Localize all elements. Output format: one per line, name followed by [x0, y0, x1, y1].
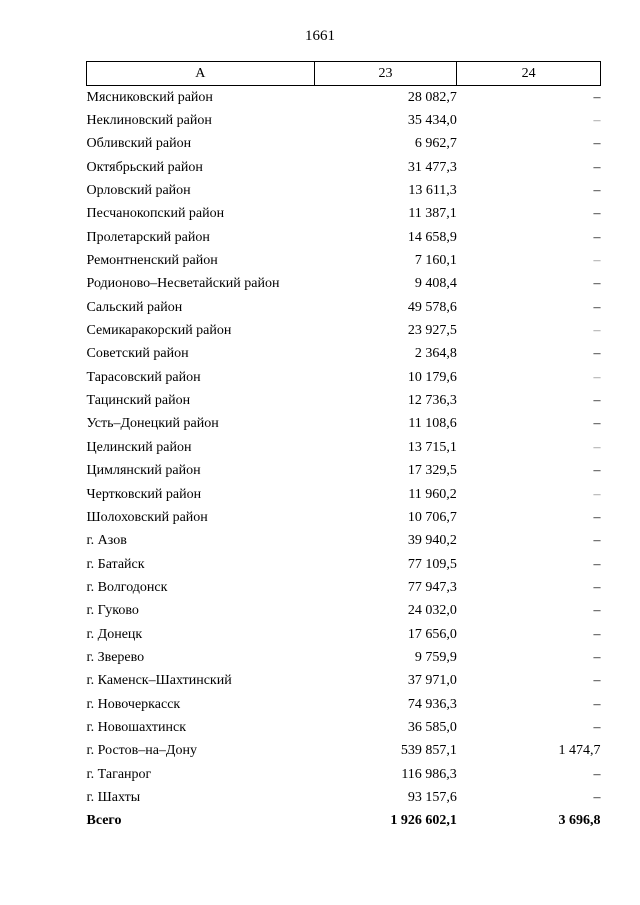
row-value-24: – [593, 229, 601, 245]
row-name: Песчанокопский район [86, 206, 225, 222]
row-value-23: 49 578,6 [407, 299, 457, 315]
row-value-23: 11 960,2 [408, 486, 457, 502]
table-row [87, 670, 601, 693]
data-table [86, 61, 601, 833]
table-row [87, 740, 601, 763]
row-value-24: – [593, 276, 601, 292]
row-value-24: – [593, 206, 601, 222]
table-row [87, 530, 601, 553]
row-value-24: – [593, 463, 601, 479]
row-name: г. Гуково [86, 603, 139, 619]
row-value-23: 17 656,0 [407, 626, 457, 642]
row-value-24: – [593, 719, 601, 735]
table-row [87, 763, 601, 786]
row-value-23: 116 986,3 [401, 766, 457, 782]
row-value-24: – [593, 439, 601, 455]
table-row [87, 319, 601, 342]
row-value-23: 7 160,1 [414, 253, 457, 269]
row-name: г. Новочеркасск [86, 696, 181, 712]
table-row [87, 179, 601, 202]
table-row [87, 623, 601, 646]
row-name: Ремонтненский район [86, 253, 218, 269]
table-row [87, 366, 601, 389]
row-value-24: – [593, 603, 601, 619]
row-name: Чертковский район [86, 486, 202, 502]
row-value-23: 28 082,7 [407, 89, 457, 105]
row-value-24: – [593, 159, 601, 175]
table-row [87, 226, 601, 249]
row-value-23: 10 706,7 [407, 509, 457, 525]
row-value-23: 9 759,9 [414, 649, 457, 665]
row-value-23: 31 477,3 [407, 159, 457, 175]
row-value-23: 2 364,8 [414, 346, 457, 362]
row-name: Семикаракорский район [86, 323, 232, 339]
table-row [87, 203, 601, 226]
row-value-23: 93 157,6 [407, 789, 457, 805]
row-value-24: – [593, 673, 601, 689]
row-value-23: 11 108,6 [408, 416, 457, 432]
row-name: Орловский район [86, 183, 191, 199]
row-name: Сальский район [86, 299, 183, 315]
table-row [87, 693, 601, 716]
row-name: Тацинский район [86, 393, 191, 409]
table-row [87, 413, 601, 436]
row-value-24: – [593, 509, 601, 525]
row-name: Советский район [86, 346, 189, 362]
table-body [87, 86, 601, 834]
table-row [87, 86, 601, 110]
table-row [87, 600, 601, 623]
row-value-24: – [593, 579, 601, 595]
row-value-23: 36 585,0 [407, 719, 457, 735]
row-name: г. Донецк [86, 626, 143, 642]
row-value-24: – [593, 253, 601, 269]
total-value-24: 3 696,8 [558, 813, 601, 829]
row-name: г. Таганрог [86, 766, 152, 782]
row-value-24: – [593, 649, 601, 665]
table-row [87, 576, 601, 599]
row-name: г. Азов [86, 533, 127, 549]
page-number: 1661 [305, 28, 335, 44]
row-value-24: – [593, 89, 601, 105]
table-row [87, 343, 601, 366]
table-row [87, 133, 601, 156]
row-name: Пролетарский район [86, 229, 210, 245]
column-header-23: 23 [314, 62, 457, 86]
table-row [87, 296, 601, 319]
row-name: Цимлянский район [86, 463, 201, 479]
row-value-24: – [593, 556, 601, 572]
row-value-24: – [593, 789, 601, 805]
table-row [87, 646, 601, 669]
row-value-23: 23 927,5 [407, 323, 457, 339]
table-row [87, 389, 601, 412]
row-name: г. Шахты [86, 789, 141, 805]
row-value-24: – [593, 369, 601, 385]
row-value-23: 12 736,3 [407, 393, 457, 409]
row-name: г. Зверево [86, 649, 145, 665]
row-value-23: 37 971,0 [407, 673, 457, 689]
row-value-23: 539 857,1 [400, 743, 457, 759]
row-value-23: 13 611,3 [408, 183, 457, 199]
row-value-23: 13 715,1 [407, 439, 457, 455]
row-name: г. Батайск [86, 556, 145, 572]
row-name: Усть–Донецкий район [86, 416, 219, 432]
row-value-23: 17 329,5 [407, 463, 457, 479]
table-row [87, 506, 601, 529]
row-value-24: – [593, 393, 601, 409]
row-value-23: 11 387,1 [408, 206, 457, 222]
table-row [87, 273, 601, 296]
column-header-24: 24 [457, 62, 601, 86]
row-value-24: – [593, 416, 601, 432]
row-value-24: – [593, 183, 601, 199]
row-name: Мясниковский район [86, 89, 213, 105]
row-value-24: – [593, 486, 601, 502]
row-value-23: 39 940,2 [407, 533, 457, 549]
row-name: Тарасовский район [86, 369, 201, 385]
row-name: г. Новошахтинск [86, 719, 187, 735]
row-value-23: 77 109,5 [407, 556, 457, 572]
row-value-24: – [593, 299, 601, 315]
table-header-row [87, 62, 601, 86]
row-value-24: – [593, 696, 601, 712]
table-row [87, 249, 601, 272]
row-name: г. Каменск–Шахтинский [86, 673, 232, 689]
row-value-23: 9 408,4 [414, 276, 457, 292]
row-value-24: – [593, 113, 601, 129]
row-value-24: – [593, 533, 601, 549]
column-header-a: А [87, 62, 315, 86]
row-value-23: 77 947,3 [407, 579, 457, 595]
table-row [87, 156, 601, 179]
row-name: Родионово–Несветайский район [86, 276, 280, 292]
table-row [87, 483, 601, 506]
row-name: Октябрьский район [86, 159, 203, 175]
total-row [87, 810, 601, 833]
row-value-24: – [593, 346, 601, 362]
row-name: г. Ростов–на–Дону [86, 743, 197, 759]
row-value-24: – [593, 323, 601, 339]
row-value-24: – [593, 136, 601, 152]
row-value-24: – [593, 626, 601, 642]
total-label: Всего [86, 813, 122, 829]
row-name: г. Волгодонск [86, 579, 168, 595]
table-row [87, 553, 601, 576]
row-value-23: 6 962,7 [414, 136, 457, 152]
row-value-23: 35 434,0 [407, 113, 457, 129]
table-row [87, 436, 601, 459]
row-value-23: 74 936,3 [407, 696, 457, 712]
table-row [87, 460, 601, 483]
row-value-24: – [593, 766, 601, 782]
table-row [87, 786, 601, 809]
row-value-23: 24 032,0 [407, 603, 457, 619]
row-name: Целинский район [86, 439, 192, 455]
row-value-24: 1 474,7 [558, 743, 601, 759]
table-row [87, 109, 601, 132]
row-name: Обливский район [86, 136, 192, 152]
row-value-23: 14 658,9 [407, 229, 457, 245]
table-row [87, 716, 601, 739]
total-value-23: 1 926 602,1 [390, 813, 457, 829]
row-value-23: 10 179,6 [407, 369, 457, 385]
row-name: Шолоховский район [86, 509, 208, 525]
row-name: Неклиновский район [86, 113, 212, 129]
